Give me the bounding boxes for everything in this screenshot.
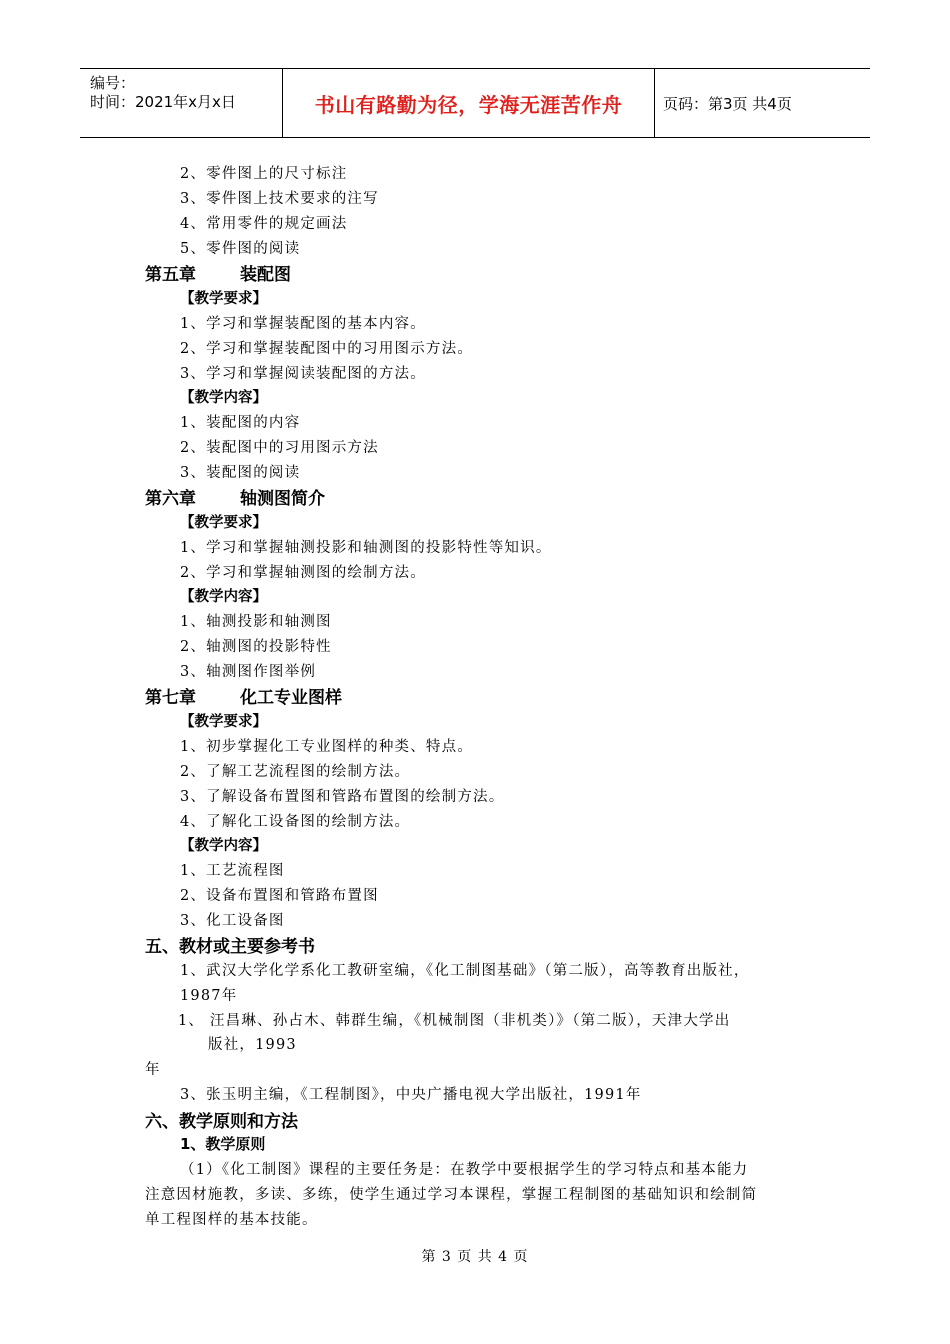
subsection-heading: 1、教学原则 — [180, 1135, 266, 1153]
teaching-content-tag: 【教学内容】 — [180, 589, 267, 605]
chapter-heading — [145, 260, 291, 285]
list-item: 3、了解设备布置图和管路布置图的绘制方法。 — [180, 789, 505, 805]
list-item: 2、零件图上的尺寸标注 — [180, 166, 348, 182]
teaching-content-tag: 【教学内容】 — [180, 838, 267, 854]
reference-item: 1、武汉大学化学系化工教研室编，《化工制图基础》（第二版），高等教育出版社， — [180, 963, 750, 979]
chapter-number: 第六章 — [145, 489, 196, 509]
chapter-number: 第五章 — [145, 265, 196, 285]
chapter-heading — [145, 683, 342, 708]
list-item: 3、轴测图作图举例 — [180, 664, 317, 680]
list-item: 2、了解工艺流程图的绘制方法。 — [180, 764, 411, 780]
chapter-title: 轴测图简介 — [240, 489, 325, 509]
list-item: 3、学习和掌握阅读装配图的方法。 — [180, 366, 426, 382]
page-header — [80, 68, 870, 138]
list-item: 2、轴测图的投影特性 — [180, 639, 332, 655]
list-item: 1、初步掌握化工专业图样的种类、特点。 — [180, 739, 474, 755]
section-heading: 五、教材或主要参考书 — [145, 937, 315, 957]
reference-item: 版社，1993 — [208, 1037, 297, 1053]
header-page-cell — [655, 69, 870, 137]
list-item: 1、工艺流程图 — [180, 863, 285, 879]
list-item: 1、学习和掌握装配图的基本内容。 — [180, 316, 426, 332]
section-heading: 六、教学原则和方法 — [145, 1112, 298, 1132]
teaching-requirements-tag: 【教学要求】 — [180, 714, 267, 730]
chapter-heading — [145, 484, 325, 509]
list-item: 3、零件图上技术要求的注写 — [180, 191, 379, 207]
list-item: 1、轴测投影和轴测图 — [180, 614, 332, 630]
document-number-label: 编号： — [90, 74, 136, 92]
teaching-requirements-tag: 【教学要求】 — [180, 515, 267, 531]
list-item: 1、学习和掌握轴测投影和轴测图的投影特性等知识。 — [180, 540, 552, 556]
header-motto: 书山有路勤为径，学海无涯苦作舟 — [314, 92, 623, 117]
page-footer: 第 3 页 共 4 页 — [421, 1249, 529, 1265]
list-item: 4、常用零件的规定画法 — [180, 216, 348, 232]
header-motto-cell — [283, 69, 655, 137]
reference-item: 3、张玉明主编，《工程制图》，中央广播电视大学出版社，1991年 — [180, 1087, 642, 1103]
list-item: 2、设备布置图和管路布置图 — [180, 888, 379, 904]
teaching-requirements-tag: 【教学要求】 — [180, 291, 267, 307]
paragraph-line: 注意因材施教，多读、多练，使学生通过学习本课程，掌握工程制图的基础知识和绘制简 — [145, 1187, 758, 1203]
chapter-number: 第七章 — [145, 688, 196, 708]
reference-item: 年 — [145, 1062, 161, 1078]
list-item: 2、学习和掌握轴测图的绘制方法。 — [180, 565, 426, 581]
chapter-title: 装配图 — [240, 265, 291, 285]
list-item: 5、零件图的阅读 — [180, 241, 301, 257]
header-info-cell — [80, 69, 283, 137]
list-item: 2、学习和掌握装配图中的习用图示方法。 — [180, 341, 474, 357]
list-item: 3、装配图的阅读 — [180, 465, 301, 481]
teaching-content-tag: 【教学内容】 — [180, 390, 267, 406]
list-item: 1、装配图的内容 — [180, 415, 301, 431]
paragraph-line: 单工程图样的基本技能。 — [145, 1212, 318, 1228]
paragraph-line: （1）《化工制图》课程的主要任务是：在教学中要根据学生的学习特点和基本能力 — [180, 1162, 749, 1178]
list-item: 2、装配图中的习用图示方法 — [180, 440, 379, 456]
chapter-title: 化工专业图样 — [240, 688, 342, 708]
list-item: 4、了解化工设备图的绘制方法。 — [180, 814, 411, 830]
list-item: 3、化工设备图 — [180, 913, 285, 929]
reference-item: 1、 汪昌琳、孙占木、韩群生编，《机械制图（非机类）》（第二版），天津大学出 — [178, 1013, 731, 1029]
document-time-label: 时间：2021年x月x日 — [90, 93, 236, 111]
reference-item: 1987年 — [180, 988, 238, 1004]
header-page-label: 页码：第3页 共4页 — [663, 94, 792, 113]
